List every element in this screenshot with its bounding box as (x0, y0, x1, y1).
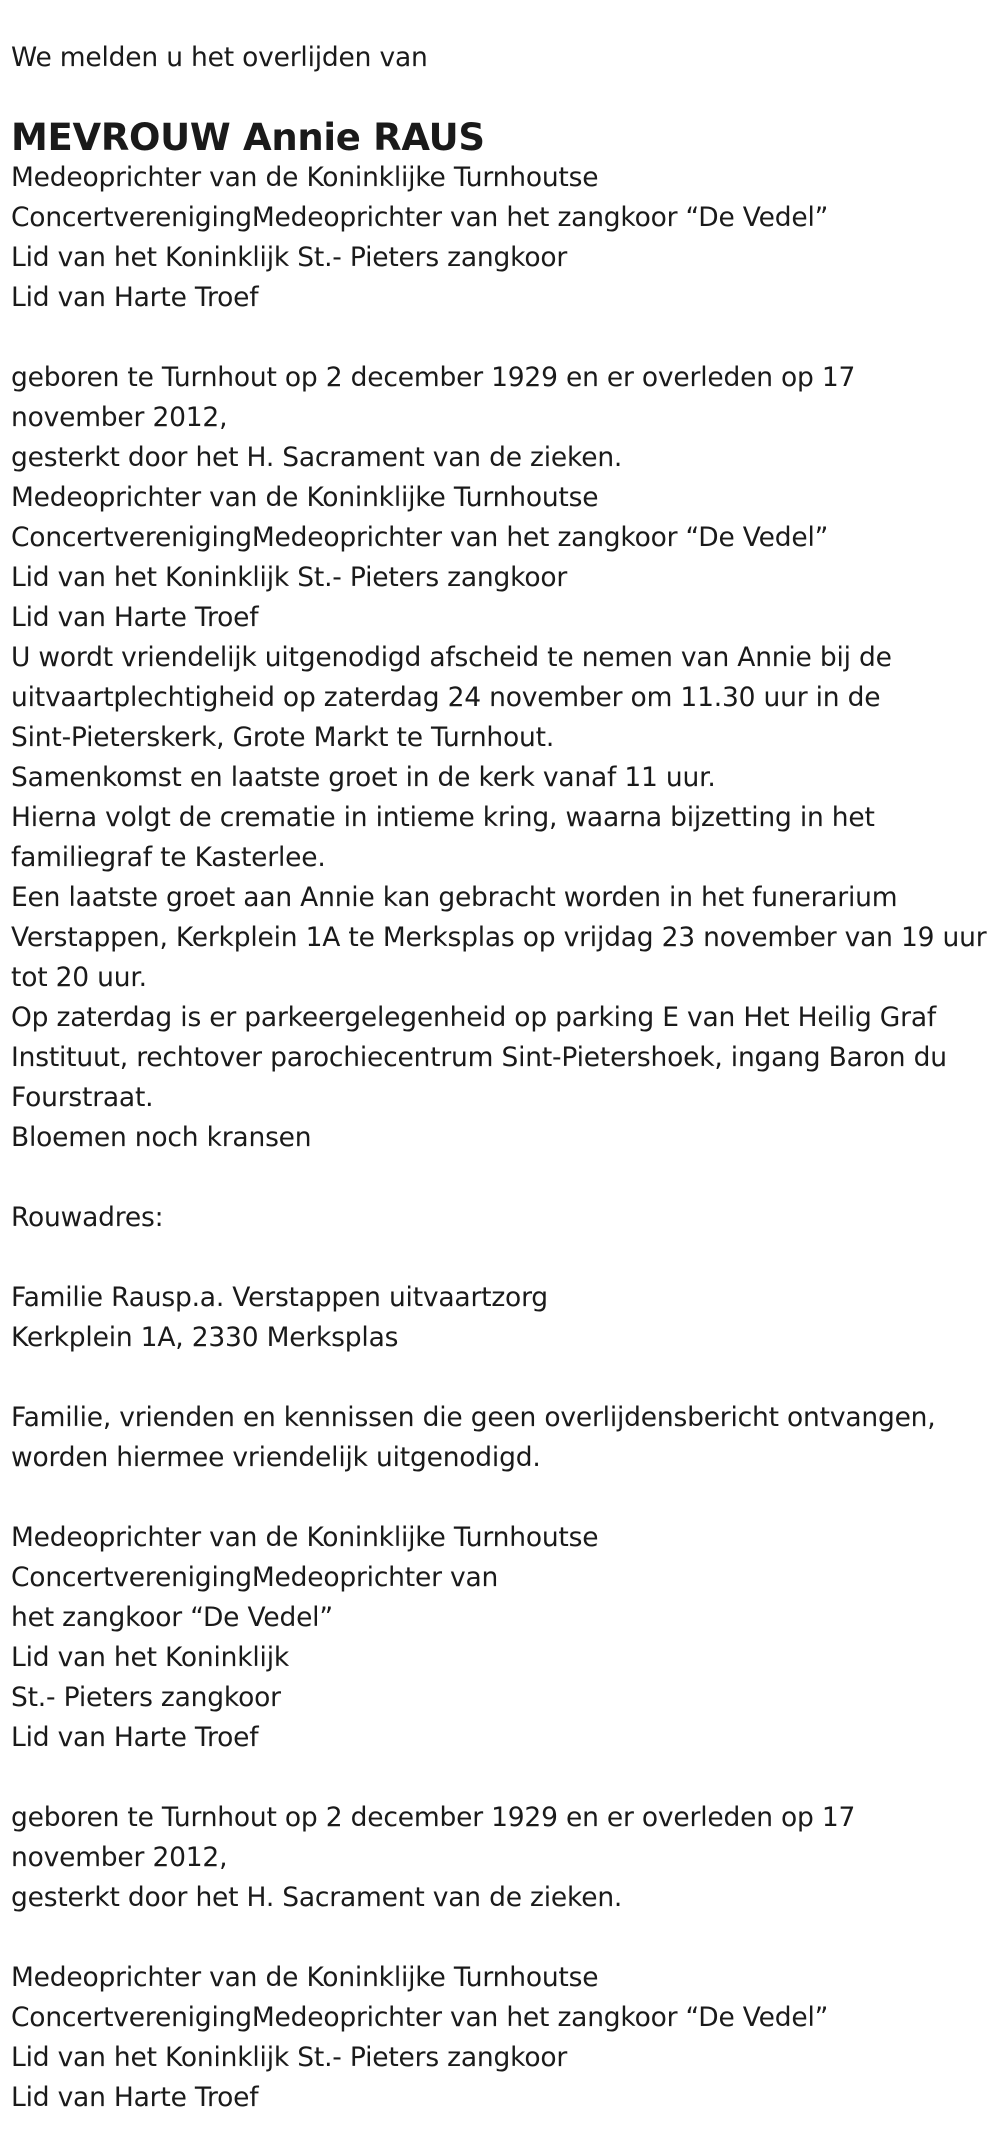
deceased-name: MEVROUW Annie RAUS (11, 116, 485, 159)
text-line: Samenkomst en laatste groet in de kerk vanaf 11 uur. (11, 762, 716, 793)
text-line: Lid van het Koninklijk St.- Pieters zangkoor (11, 562, 568, 593)
affiliations-block-repeat (11, 1518, 991, 1758)
text-line: geboren te Turnhout op 2 december 1929 en er overleden op 17 (11, 362, 856, 393)
text-line: St.- Pieters zangkoor (11, 1682, 281, 1713)
text-line: ConcertverenigingMedeoprichter van het zangkoor “De Vedel” (11, 522, 829, 553)
text-line: Sint-Pieterskerk, Grote Markt te Turnhout. (11, 722, 555, 753)
text-line: Familie Rausp.a. Verstappen uitvaartzorg (11, 1282, 548, 1313)
spacer (11, 1238, 991, 1278)
text-line: ConcertverenigingMedeoprichter van (11, 1562, 499, 1593)
text-line: Familie, vrienden en kennissen die geen overlijdensbericht ontvangen, (11, 1402, 936, 1433)
text-line: gesterkt door het H. Sacrament van de zieken. (11, 442, 623, 473)
text-line: november 2012, (11, 1842, 228, 1873)
text-line: worden hiermee vriendelijk uitgenodigd. (11, 1442, 541, 1473)
affiliations-block (11, 158, 991, 318)
text-line: uitvaartplechtigheid op zaterdag 24 november om 11.30 uur in de (11, 682, 881, 713)
text-line: U wordt vriendelijk uitgenodigd afscheid te nemen van Annie bij de (11, 642, 892, 673)
text-line: Lid van het Koninklijk St.- Pieters zangkoor (11, 2042, 568, 2073)
text-line: ConcertverenigingMedeoprichter van het zangkoor “De Vedel” (11, 202, 829, 233)
text-line: Lid van Harte Troef (11, 1722, 259, 1753)
text-line: Bloemen noch kransen (11, 1122, 312, 1153)
text-line: Een laatste groet aan Annie kan gebracht worden in het funerarium (11, 882, 898, 913)
text-line: november 2012, (11, 402, 228, 433)
text-line: Medeoprichter van de Koninklijke Turnhoutse (11, 1962, 599, 1993)
intro-text: We melden u het overlijden van (11, 42, 428, 73)
text-line: geboren te Turnhout op 2 december 1929 en er overleden op 17 (11, 1802, 856, 1833)
spacer (11, 1158, 991, 1198)
text-line: Medeoprichter van de Koninklijke Turnhoutse (11, 1522, 599, 1553)
main-announcement-block (11, 358, 991, 1158)
text-line: Verstappen, Kerkplein 1A te Merksplas op vrijdag 23 november van 19 uur (11, 922, 987, 953)
invitation-block (11, 1398, 991, 1478)
text-line: Fourstraat. (11, 1082, 154, 1113)
text-line: Kerkplein 1A, 2330 Merksplas (11, 1322, 399, 1353)
text-line: Lid van Harte Troef (11, 602, 259, 633)
text-line: familiegraf te Kasterlee. (11, 842, 326, 873)
spacer (11, 1918, 991, 1958)
text-line: gesterkt door het H. Sacrament van de zieken. (11, 1882, 623, 1913)
spacer (11, 1758, 991, 1798)
text-line: Medeoprichter van de Koninklijke Turnhoutse (11, 162, 599, 193)
spacer (11, 318, 991, 358)
text-line: ConcertverenigingMedeoprichter van het zangkoor “De Vedel” (11, 2002, 829, 2033)
rouwadres-label: Rouwadres: (11, 1202, 164, 1233)
affiliations-block-final (11, 1958, 991, 2118)
obituary-document (11, 38, 991, 2118)
text-line: Lid van het Koninklijk (11, 1642, 290, 1673)
text-line: het zangkoor “De Vedel” (11, 1602, 333, 1633)
birth-death-block (11, 1798, 991, 1918)
text-line: tot 20 uur. (11, 962, 147, 993)
text-line: Medeoprichter van de Koninklijke Turnhoutse (11, 482, 599, 513)
spacer (11, 1478, 991, 1518)
spacer (11, 1358, 991, 1398)
text-line: Op zaterdag is er parkeergelegenheid op parking E van Het Heilig Graf (11, 1002, 936, 1033)
address-block (11, 1278, 991, 1358)
text-line: Lid van Harte Troef (11, 282, 259, 313)
text-line: Lid van het Koninklijk St.- Pieters zangkoor (11, 242, 568, 273)
text-line: Hierna volgt de crematie in intieme kring, waarna bijzetting in het (11, 802, 875, 833)
text-line: Instituut, rechtover parochiecentrum Sint-Pietershoek, ingang Baron du (11, 1042, 947, 1073)
text-line: Lid van Harte Troef (11, 2082, 259, 2113)
